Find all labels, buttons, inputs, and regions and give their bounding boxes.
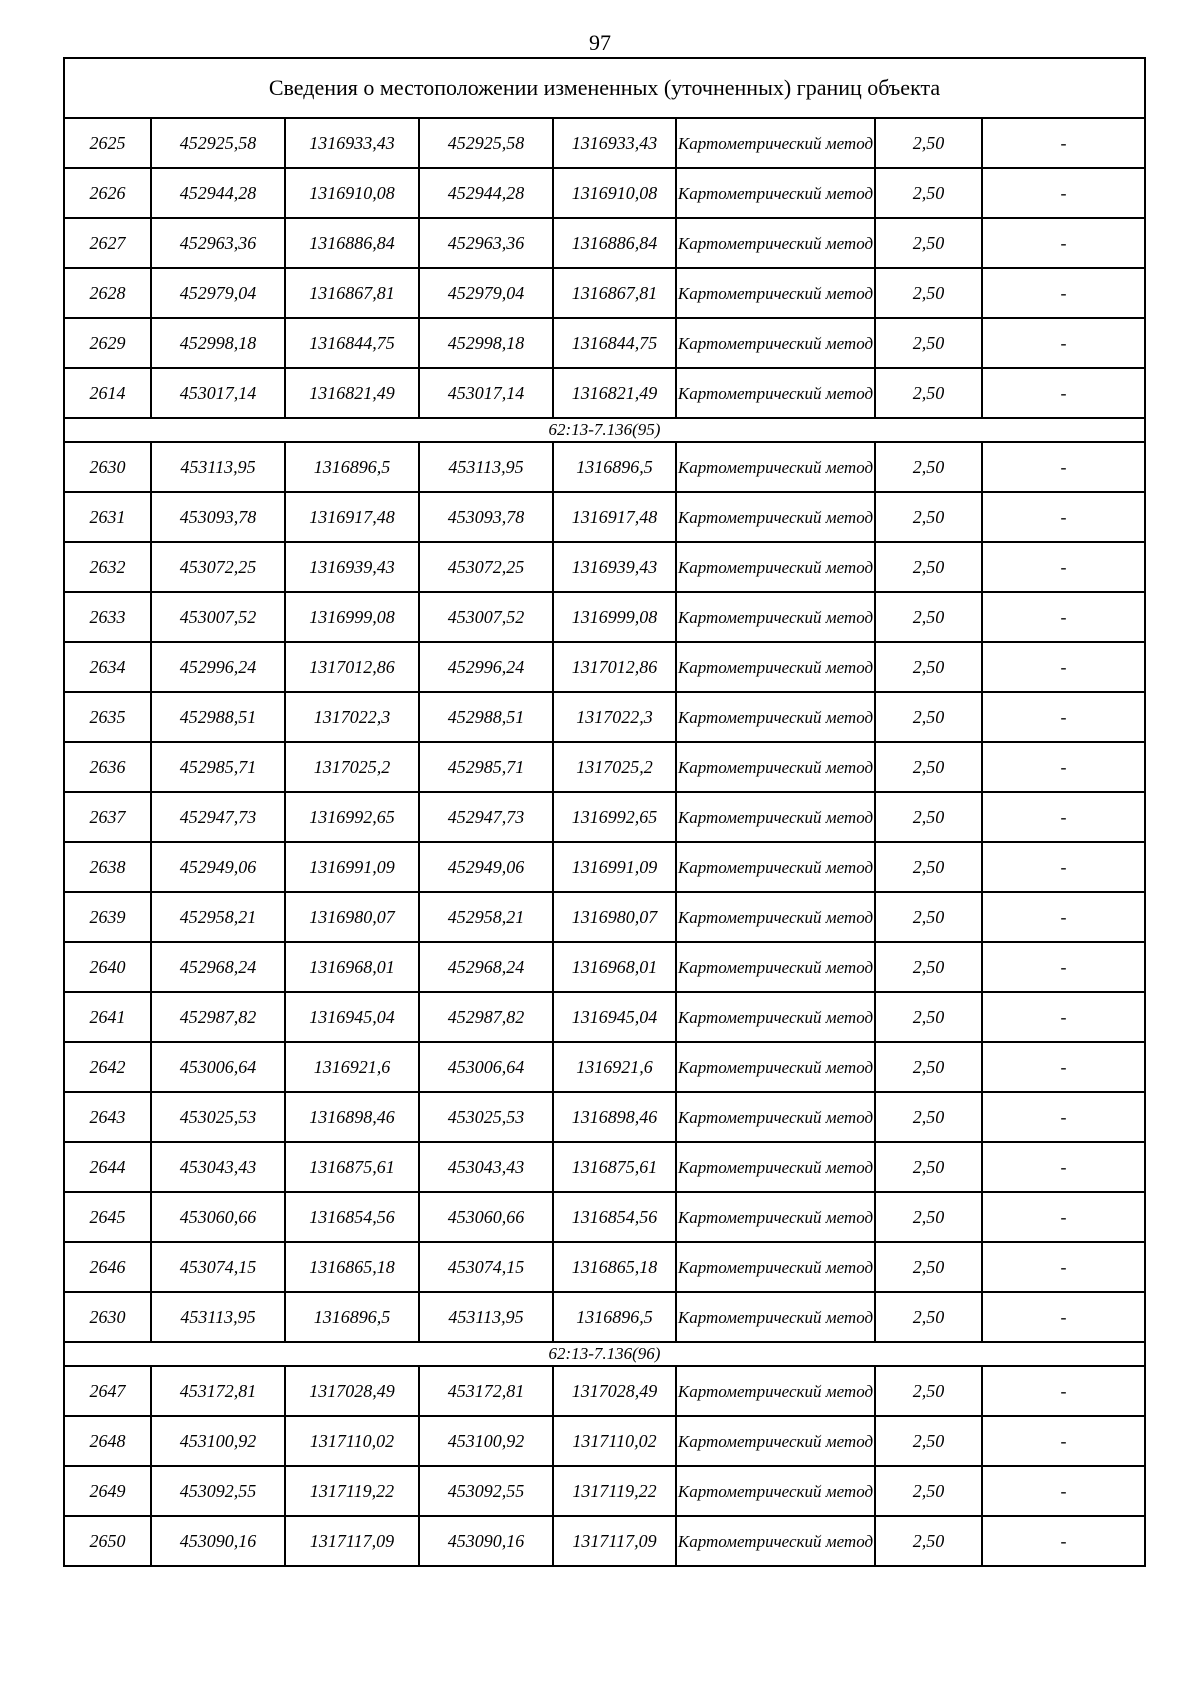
point-number-cell: 2644 (64, 1142, 151, 1192)
new-y-cell: 1316854,56 (553, 1192, 676, 1242)
description-cell: - (982, 318, 1145, 368)
old-y-cell: 1316945,04 (285, 992, 419, 1042)
point-number-cell: 2637 (64, 792, 151, 842)
old-x-cell: 453090,16 (151, 1516, 285, 1566)
description-cell: - (982, 992, 1145, 1042)
new-x-cell: 453006,64 (419, 1042, 553, 1092)
old-x-cell: 453017,14 (151, 368, 285, 418)
new-x-cell: 453093,78 (419, 492, 553, 542)
old-x-cell: 452987,82 (151, 992, 285, 1042)
old-x-cell: 453100,92 (151, 1416, 285, 1466)
table-row (64, 692, 1145, 742)
table-row (64, 542, 1145, 592)
description-cell: - (982, 942, 1145, 992)
new-y-cell: 1316933,43 (553, 118, 676, 168)
method-cell: Картометрический метод (676, 1292, 875, 1342)
old-x-cell: 453172,81 (151, 1366, 285, 1416)
new-x-cell: 452963,36 (419, 218, 553, 268)
old-y-cell: 1316867,81 (285, 268, 419, 318)
method-cell: Картометрический метод (676, 692, 875, 742)
table-row (64, 1242, 1145, 1292)
old-x-cell: 453060,66 (151, 1192, 285, 1242)
description-cell: - (982, 892, 1145, 942)
accuracy-cell: 2,50 (875, 492, 982, 542)
old-x-cell: 453113,95 (151, 1292, 285, 1342)
method-cell: Картометрический метод (676, 942, 875, 992)
new-y-cell: 1316875,61 (553, 1142, 676, 1192)
accuracy-cell: 2,50 (875, 368, 982, 418)
old-y-cell: 1316968,01 (285, 942, 419, 992)
description-cell: - (982, 792, 1145, 842)
new-y-cell: 1316992,65 (553, 792, 676, 842)
accuracy-cell: 2,50 (875, 268, 982, 318)
point-number-cell: 2625 (64, 118, 151, 168)
accuracy-cell: 2,50 (875, 318, 982, 368)
accuracy-cell: 2,50 (875, 642, 982, 692)
point-number-cell: 2629 (64, 318, 151, 368)
accuracy-cell: 2,50 (875, 992, 982, 1042)
new-x-cell: 453113,95 (419, 1292, 553, 1342)
point-number-cell: 2636 (64, 742, 151, 792)
accuracy-cell: 2,50 (875, 592, 982, 642)
new-y-cell: 1316821,49 (553, 368, 676, 418)
accuracy-cell: 2,50 (875, 1092, 982, 1142)
accuracy-cell: 2,50 (875, 542, 982, 592)
point-number-cell: 2643 (64, 1092, 151, 1142)
old-y-cell: 1317022,3 (285, 692, 419, 742)
table-row (64, 268, 1145, 318)
point-number-cell: 2633 (64, 592, 151, 642)
point-number-cell: 2640 (64, 942, 151, 992)
old-y-cell: 1316917,48 (285, 492, 419, 542)
new-y-cell: 1316968,01 (553, 942, 676, 992)
old-y-cell: 1316999,08 (285, 592, 419, 642)
method-cell: Картометрический метод (676, 642, 875, 692)
point-number-cell: 2630 (64, 442, 151, 492)
new-x-cell: 453113,95 (419, 442, 553, 492)
new-y-cell: 1316999,08 (553, 592, 676, 642)
table-row (64, 842, 1145, 892)
point-number-cell: 2642 (64, 1042, 151, 1092)
accuracy-cell: 2,50 (875, 1416, 982, 1466)
description-cell: - (982, 168, 1145, 218)
point-number-cell: 2649 (64, 1466, 151, 1516)
old-y-cell: 1316991,09 (285, 842, 419, 892)
old-y-cell: 1316886,84 (285, 218, 419, 268)
old-y-cell: 1316896,5 (285, 442, 419, 492)
method-cell: Картометрический метод (676, 442, 875, 492)
table-row (64, 792, 1145, 842)
old-x-cell: 453072,25 (151, 542, 285, 592)
new-x-cell: 452947,73 (419, 792, 553, 842)
accuracy-cell: 2,50 (875, 742, 982, 792)
old-y-cell: 1317117,09 (285, 1516, 419, 1566)
description-cell: - (982, 692, 1145, 742)
new-x-cell: 452998,18 (419, 318, 553, 368)
method-cell: Картометрический метод (676, 1466, 875, 1516)
accuracy-cell: 2,50 (875, 1516, 982, 1566)
table-row (64, 642, 1145, 692)
section-label: 62:13-7.136(95) (64, 418, 1145, 442)
description-cell: - (982, 218, 1145, 268)
accuracy-cell: 2,50 (875, 1366, 982, 1416)
point-number-cell: 2645 (64, 1192, 151, 1242)
old-y-cell: 1316875,61 (285, 1142, 419, 1192)
method-cell: Картометрический метод (676, 542, 875, 592)
point-number-cell: 2631 (64, 492, 151, 542)
description-cell: - (982, 442, 1145, 492)
point-number-cell: 2639 (64, 892, 151, 942)
method-cell: Картометрический метод (676, 168, 875, 218)
accuracy-cell: 2,50 (875, 1466, 982, 1516)
old-x-cell: 452998,18 (151, 318, 285, 368)
new-y-cell: 1316910,08 (553, 168, 676, 218)
accuracy-cell: 2,50 (875, 218, 982, 268)
old-x-cell: 452996,24 (151, 642, 285, 692)
new-x-cell: 452944,28 (419, 168, 553, 218)
new-y-cell: 1317117,09 (553, 1516, 676, 1566)
old-y-cell: 1316865,18 (285, 1242, 419, 1292)
table-row (64, 318, 1145, 368)
description-cell: - (982, 1416, 1145, 1466)
table-row (64, 1466, 1145, 1516)
new-y-cell: 1316896,5 (553, 442, 676, 492)
table-row (64, 1142, 1145, 1192)
method-cell: Картометрический метод (676, 368, 875, 418)
description-cell: - (982, 1192, 1145, 1242)
old-y-cell: 1317025,2 (285, 742, 419, 792)
method-cell: Картометрический метод (676, 592, 875, 642)
table-row (64, 368, 1145, 418)
method-cell: Картометрический метод (676, 1366, 875, 1416)
new-x-cell: 452968,24 (419, 942, 553, 992)
new-x-cell: 453017,14 (419, 368, 553, 418)
old-y-cell: 1316854,56 (285, 1192, 419, 1242)
old-x-cell: 453074,15 (151, 1242, 285, 1292)
old-x-cell: 452925,58 (151, 118, 285, 168)
new-x-cell: 453072,25 (419, 542, 553, 592)
point-number-cell: 2627 (64, 218, 151, 268)
method-cell: Картометрический метод (676, 742, 875, 792)
table-row (64, 592, 1145, 642)
old-x-cell: 453043,43 (151, 1142, 285, 1192)
description-cell: - (982, 368, 1145, 418)
method-cell: Картометрический метод (676, 1142, 875, 1192)
point-number-cell: 2632 (64, 542, 151, 592)
accuracy-cell: 2,50 (875, 168, 982, 218)
table-row (64, 1192, 1145, 1242)
old-y-cell: 1316921,6 (285, 1042, 419, 1092)
method-cell: Картометрический метод (676, 1516, 875, 1566)
accuracy-cell: 2,50 (875, 842, 982, 892)
description-cell: - (982, 1042, 1145, 1092)
accuracy-cell: 2,50 (875, 1142, 982, 1192)
old-y-cell: 1316844,75 (285, 318, 419, 368)
new-y-cell: 1316980,07 (553, 892, 676, 942)
accuracy-cell: 2,50 (875, 1042, 982, 1092)
method-cell: Картометрический метод (676, 792, 875, 842)
new-x-cell: 453025,53 (419, 1092, 553, 1142)
table-row (64, 492, 1145, 542)
description-cell: - (982, 542, 1145, 592)
accuracy-cell: 2,50 (875, 1192, 982, 1242)
description-cell: - (982, 842, 1145, 892)
method-cell: Картометрический метод (676, 492, 875, 542)
new-x-cell: 452987,82 (419, 992, 553, 1042)
section-label: 62:13-7.136(96) (64, 1342, 1145, 1366)
description-cell: - (982, 1292, 1145, 1342)
point-number-cell: 2630 (64, 1292, 151, 1342)
method-cell: Картометрический метод (676, 992, 875, 1042)
point-number-cell: 2641 (64, 992, 151, 1042)
point-number-cell: 2614 (64, 368, 151, 418)
description-cell: - (982, 118, 1145, 168)
accuracy-cell: 2,50 (875, 442, 982, 492)
point-number-cell: 2634 (64, 642, 151, 692)
new-y-cell: 1316945,04 (553, 992, 676, 1042)
new-x-cell: 452979,04 (419, 268, 553, 318)
old-y-cell: 1316992,65 (285, 792, 419, 842)
new-x-cell: 453060,66 (419, 1192, 553, 1242)
table-row (64, 742, 1145, 792)
old-y-cell: 1317119,22 (285, 1466, 419, 1516)
old-x-cell: 452958,21 (151, 892, 285, 942)
old-y-cell: 1317028,49 (285, 1366, 419, 1416)
old-x-cell: 453025,53 (151, 1092, 285, 1142)
new-y-cell: 1317022,3 (553, 692, 676, 742)
table-row (64, 1292, 1145, 1342)
point-number-cell: 2638 (64, 842, 151, 892)
description-cell: - (982, 492, 1145, 542)
table-row (64, 168, 1145, 218)
new-x-cell: 452958,21 (419, 892, 553, 942)
old-y-cell: 1317110,02 (285, 1416, 419, 1466)
table-row (64, 892, 1145, 942)
accuracy-cell: 2,50 (875, 118, 982, 168)
new-x-cell: 452949,06 (419, 842, 553, 892)
table-row (64, 1092, 1145, 1142)
old-y-cell: 1316898,46 (285, 1092, 419, 1142)
accuracy-cell: 2,50 (875, 1292, 982, 1342)
description-cell: - (982, 268, 1145, 318)
method-cell: Картометрический метод (676, 1092, 875, 1142)
table-row (64, 1416, 1145, 1466)
new-x-cell: 453074,15 (419, 1242, 553, 1292)
method-cell: Картометрический метод (676, 892, 875, 942)
old-x-cell: 453092,55 (151, 1466, 285, 1516)
table-row (64, 118, 1145, 168)
new-y-cell: 1316844,75 (553, 318, 676, 368)
description-cell: - (982, 1242, 1145, 1292)
section-header-row (64, 418, 1145, 442)
old-y-cell: 1317012,86 (285, 642, 419, 692)
section-header-row (64, 1342, 1145, 1366)
accuracy-cell: 2,50 (875, 1242, 982, 1292)
accuracy-cell: 2,50 (875, 792, 982, 842)
old-y-cell: 1316933,43 (285, 118, 419, 168)
description-cell: - (982, 1516, 1145, 1566)
description-cell: - (982, 1366, 1145, 1416)
new-y-cell: 1317110,02 (553, 1416, 676, 1466)
new-x-cell: 453092,55 (419, 1466, 553, 1516)
new-y-cell: 1316939,43 (553, 542, 676, 592)
point-number-cell: 2628 (64, 268, 151, 318)
new-y-cell: 1317028,49 (553, 1366, 676, 1416)
method-cell: Картометрический метод (676, 268, 875, 318)
old-y-cell: 1316980,07 (285, 892, 419, 942)
new-x-cell: 452925,58 (419, 118, 553, 168)
old-x-cell: 453007,52 (151, 592, 285, 642)
new-x-cell: 452988,51 (419, 692, 553, 742)
new-y-cell: 1316921,6 (553, 1042, 676, 1092)
point-number-cell: 2646 (64, 1242, 151, 1292)
old-x-cell: 452968,24 (151, 942, 285, 992)
description-cell: - (982, 1466, 1145, 1516)
method-cell: Картометрический метод (676, 1192, 875, 1242)
point-number-cell: 2647 (64, 1366, 151, 1416)
new-x-cell: 453007,52 (419, 592, 553, 642)
new-y-cell: 1316865,18 (553, 1242, 676, 1292)
table-row (64, 442, 1145, 492)
new-x-cell: 453043,43 (419, 1142, 553, 1192)
old-y-cell: 1316910,08 (285, 168, 419, 218)
new-y-cell: 1316896,5 (553, 1292, 676, 1342)
method-cell: Картометрический метод (676, 1042, 875, 1092)
new-x-cell: 453172,81 (419, 1366, 553, 1416)
new-y-cell: 1317012,86 (553, 642, 676, 692)
new-y-cell: 1316991,09 (553, 842, 676, 892)
old-x-cell: 452988,51 (151, 692, 285, 742)
description-cell: - (982, 592, 1145, 642)
description-cell: - (982, 642, 1145, 692)
description-cell: - (982, 1142, 1145, 1192)
old-y-cell: 1316821,49 (285, 368, 419, 418)
old-x-cell: 453113,95 (151, 442, 285, 492)
page-number: 97 (589, 30, 611, 55)
new-x-cell: 453100,92 (419, 1416, 553, 1466)
table-title-row (64, 58, 1145, 118)
method-cell: Картометрический метод (676, 1242, 875, 1292)
new-x-cell: 452985,71 (419, 742, 553, 792)
old-x-cell: 452963,36 (151, 218, 285, 268)
point-number-cell: 2648 (64, 1416, 151, 1466)
old-y-cell: 1316896,5 (285, 1292, 419, 1342)
old-x-cell: 452944,28 (151, 168, 285, 218)
table-row (64, 1366, 1145, 1416)
table-title: Сведения о местоположении измененных (уточненных) границ объекта (64, 58, 1145, 118)
old-x-cell: 452985,71 (151, 742, 285, 792)
new-y-cell: 1316898,46 (553, 1092, 676, 1142)
accuracy-cell: 2,50 (875, 892, 982, 942)
old-y-cell: 1316939,43 (285, 542, 419, 592)
description-cell: - (982, 742, 1145, 792)
new-y-cell: 1316867,81 (553, 268, 676, 318)
new-x-cell: 452996,24 (419, 642, 553, 692)
point-number-cell: 2626 (64, 168, 151, 218)
method-cell: Картометрический метод (676, 842, 875, 892)
old-x-cell: 452979,04 (151, 268, 285, 318)
new-x-cell: 453090,16 (419, 1516, 553, 1566)
table-row (64, 942, 1145, 992)
table-row (64, 218, 1145, 268)
description-cell: - (982, 1092, 1145, 1142)
old-x-cell: 452949,06 (151, 842, 285, 892)
point-number-cell: 2635 (64, 692, 151, 742)
new-y-cell: 1317025,2 (553, 742, 676, 792)
old-x-cell: 453093,78 (151, 492, 285, 542)
table-row (64, 1042, 1145, 1092)
accuracy-cell: 2,50 (875, 942, 982, 992)
old-x-cell: 453006,64 (151, 1042, 285, 1092)
boundary-coordinates-table (63, 57, 1146, 1567)
new-y-cell: 1316917,48 (553, 492, 676, 542)
method-cell: Картометрический метод (676, 218, 875, 268)
method-cell: Картометрический метод (676, 318, 875, 368)
point-number-cell: 2650 (64, 1516, 151, 1566)
accuracy-cell: 2,50 (875, 692, 982, 742)
method-cell: Картометрический метод (676, 1416, 875, 1466)
table-row (64, 1516, 1145, 1566)
old-x-cell: 452947,73 (151, 792, 285, 842)
method-cell: Картометрический метод (676, 118, 875, 168)
table-row (64, 992, 1145, 1042)
new-y-cell: 1317119,22 (553, 1466, 676, 1516)
new-y-cell: 1316886,84 (553, 218, 676, 268)
